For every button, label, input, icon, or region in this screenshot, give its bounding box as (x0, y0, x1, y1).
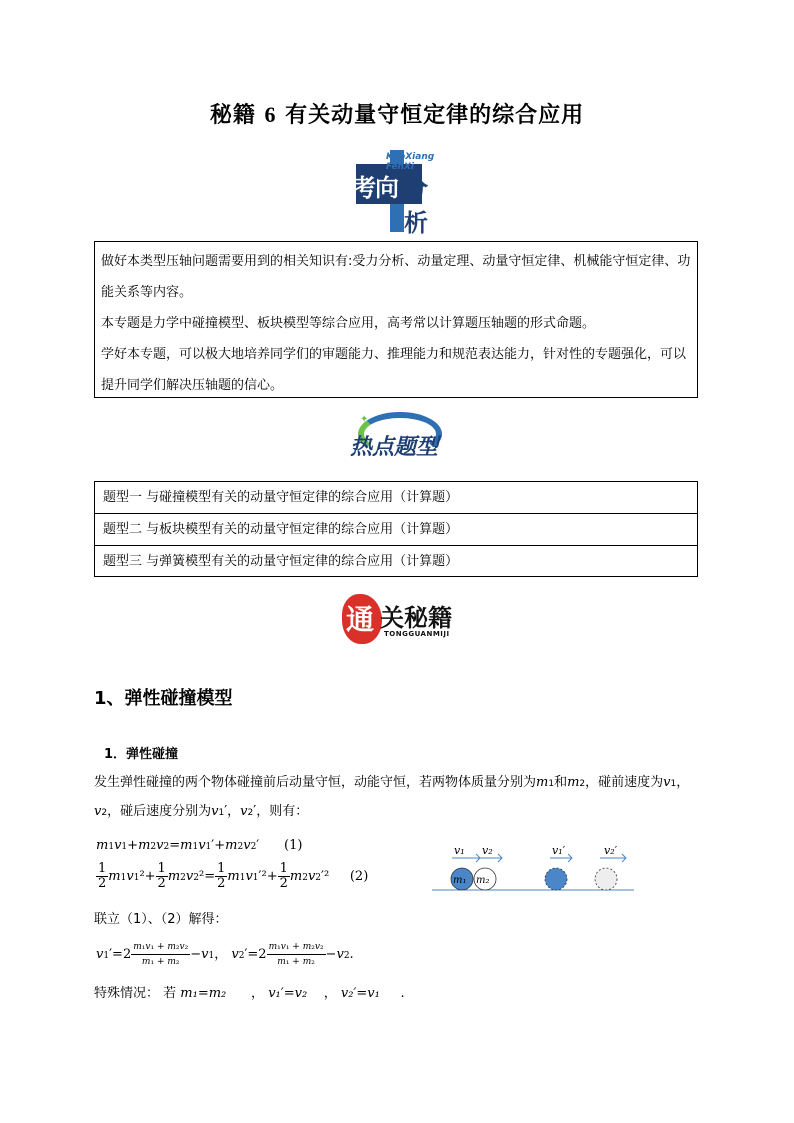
intro-paragraph-1: 做好本类型压轴问题需要用到的相关知识有:受力分析、动量定理、动量守恒定律、机械能守恒定律、功能关系等内容。 (101, 254, 691, 300)
hot-topic-logo (346, 410, 452, 466)
equation-solution: v1′=2 $\frac{\text{m₁v₁ + m₂v₂}}{\text{m₁ + m₂}}$ −v1， v2′=2 $\frac{\text{m₁v₁ + m₂v₂}}{\text{m₁ + m₂}}$ −v2. (96, 942, 354, 967)
logo-english-2: FenXi (386, 162, 414, 172)
subscript: 1 (548, 779, 555, 789)
subscript: 2 (247, 808, 254, 818)
logo-blob-char: 通 (346, 603, 375, 636)
table-row: 题型三 与弹簧模型有关的动量守恒定律的综合应用（计算题） (103, 554, 459, 569)
logo-cn-b: 分析 (404, 174, 428, 237)
special-result-1: v₁′=v₂ (268, 986, 308, 1001)
logo-text: 热点题型 (350, 435, 439, 460)
equation-energy: $\frac{1}{2}$ m1v1²+ $\frac{1}{2}$ m2v2²= $\frac{1}{2}$ m1v1′²+ $\frac{1}{2}$ m2v2′² (2) (98, 861, 369, 891)
special-label: 特殊情况： 若 (94, 986, 177, 1001)
paragraph-special-case: 特殊情况： 若 m₁=m₂ ， v₁′=v₂ ， v₂′=v₁ . (94, 986, 405, 1001)
paragraph-solve: 联立（1）、（2）解得： (94, 912, 228, 927)
label-v2: v₂ (482, 844, 493, 857)
section-heading: 1、弹性碰撞模型 (94, 688, 233, 709)
symbol-v1: v (663, 775, 671, 790)
subscript: 1 (218, 808, 225, 818)
subscript: 2 (579, 779, 586, 789)
subscript: 1 (670, 779, 677, 789)
intro-paragraph-3: 学好本专题，可以极大地培养同学们的审题能力、推理能力和规范表达能力，针对性的专题强化，可以提升同学们解决压轴题的信心。 (101, 347, 687, 393)
tongguan-miji-logo (340, 592, 456, 646)
logo-cn: 关秘籍 (380, 603, 452, 632)
question-types-table (94, 481, 698, 577)
subscript: 2 (101, 808, 108, 818)
logo-cn-a: 考向 (352, 174, 398, 202)
equation-momentum: m1v1+m2v2=m1v1′+m2v2′ (1) (96, 838, 303, 853)
intro-box (94, 241, 698, 398)
label-v2-after: v₂′ (604, 844, 618, 857)
sparkle-icon: ✦ (360, 414, 369, 425)
text-fragment: ，碰后速度分别为 (107, 804, 212, 819)
paragraph-elastic-intro: 发生弹性碰撞的两个物体碰撞前后动量守恒，动能守恒，若两物体质量分别为m1和m2，碰前速度为v1，v2，碰后速度分别为v1′，v2′，则有： (94, 775, 690, 819)
symbol-v2p: v (240, 804, 248, 819)
symbol-m1: m (536, 775, 549, 790)
collision-diagram (430, 840, 640, 900)
symbol-m2: m (567, 775, 580, 790)
special-end: . (400, 986, 405, 1001)
label-v1-after: v₁′ (552, 844, 566, 857)
title-text: 有关动量守恒定律的综合应用 (285, 103, 585, 128)
table-row: 题型二 与板块模型有关的动量守恒定律的综合应用（计算题） (95, 514, 697, 546)
logo-en: TONGGUANMIJI (384, 630, 450, 638)
label-m1: m₁ (453, 875, 467, 886)
special-result-2: v₂′=v₁ (340, 986, 380, 1001)
special-condition: m₁=m₂ (180, 986, 227, 1001)
kaoxiang-fenxi-logo (350, 146, 450, 237)
ball-m2-after (595, 868, 617, 890)
text-fragment: 发生弹性碰撞的两个物体碰撞前后动量守恒，动能守恒，若两物体质量分别为 (94, 775, 537, 790)
symbol-v1p: v (211, 804, 219, 819)
page-title (0, 98, 794, 129)
text-fragment: 和 (554, 775, 568, 790)
label-v1: v₁ (454, 844, 465, 857)
label-m2: m₂ (476, 875, 490, 886)
title-prefix: 秘籍 (209, 103, 256, 128)
table-row: 题型一 与碰撞模型有关的动量守恒定律的综合应用（计算题） (95, 482, 697, 514)
logo-english-1: KaoXiang (386, 152, 435, 162)
title-number: 6 (264, 102, 277, 127)
equation-tag: (1) (284, 838, 303, 853)
text-fragment: ， (676, 775, 690, 790)
subsection-heading: 1．弹性碰撞 (104, 747, 179, 762)
text-fragment: ， (227, 804, 241, 819)
text-fragment: ，则有： (256, 804, 309, 819)
equation-tag: (2) (349, 869, 369, 884)
symbol-v2: v (94, 804, 102, 819)
intro-paragraph-2: 本专题是力学中碰撞模型、板块模型等综合应用，高考常以计算题压轴题的形式命题。 (101, 316, 596, 331)
ball-m1-after (545, 868, 567, 890)
text-fragment: ，碰前速度为 (585, 775, 664, 790)
